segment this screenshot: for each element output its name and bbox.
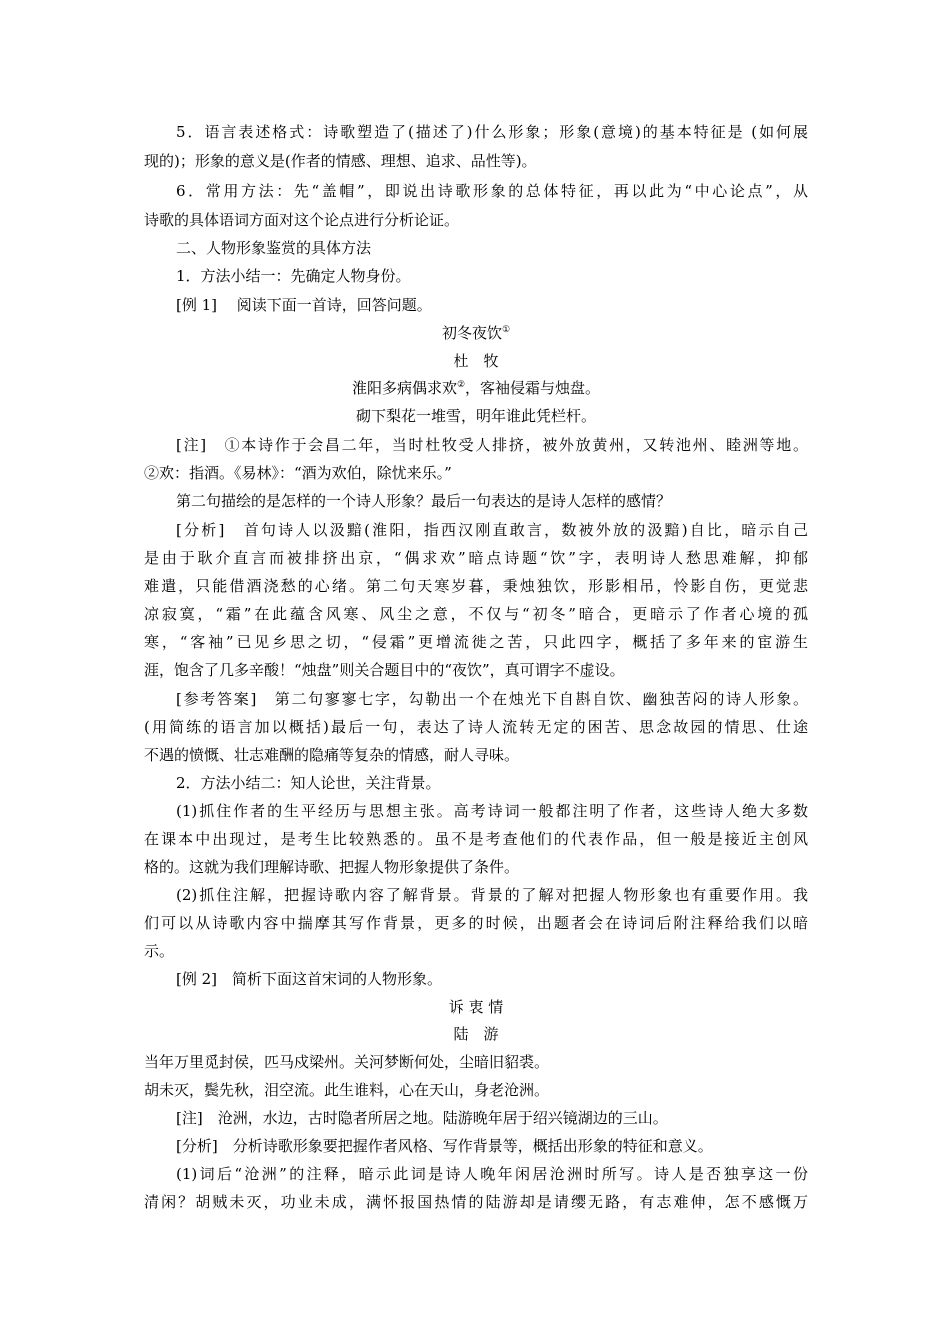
point-1-line-1: (1)抓住作者的生平经历与思想主张。高考诗词一般都注明了作者，这些诗人绝大多数 [176,802,808,820]
method-summary-2: 2．方法小结二：知人论世，关注背景。 [176,774,441,792]
point-1-line-3: 格的。这就为我们理解诗歌、把握人物形象提供了条件。 [144,858,520,876]
analysis-1-line-5: 寒，“客袖”已见乡思之切，“侵霜”更增流徙之苦，只此四字，概括了多年来的宦游生 [144,633,808,651]
analysis-1-line-2: 是由于耿介直言而被排挤出京，“偶求欢”暗点诗题“饮”字，表明诗人愁思难解，抑郁 [144,549,808,567]
point-2-line-2: 们可以从诗歌内容中揣摩其写作背景，更多的时候，出题者会在诗词后附注释给我们以暗 [144,914,808,932]
answer-1-line-3: 不遇的愤慨、壮志难酬的隐痛等复杂的情感，耐人寻味。 [144,746,520,764]
note-1-line-1: [注] ①本诗作于会昌二年，当时杜牧受人排挤，被外放黄州，又转池州、睦洲等地。 [176,436,808,454]
poem-2-line-1: 当年万里觅封侯，匹马戍梁州。关河梦断何处，尘暗旧貂裘。 [144,1053,550,1071]
poem-1-title: 初冬夜饮① [441,324,511,342]
section-heading: 二、人物形象鉴赏的具体方法 [176,239,372,257]
analysis-2-line-2: 清闲？胡贼未灭，功业未成，满怀报国热情的陆游却是请缨无路，有志难伸，怎不感慨万 [144,1193,808,1211]
footnote-marker-1: ① [501,325,511,335]
example-1-prompt: [例 1] 阅读下面一首诗，回答问题。 [176,296,432,314]
analysis-2-intro: [分析] 分析诗歌形象要把握作者风格、写作背景等，概括出形象的特征和意义。 [176,1137,713,1155]
poem-2-author: 陆 游 [453,1025,499,1043]
point-1-line-2: 在课本中出现过，是考生比较熟悉的。虽不是考查他们的代表作品，但一般是接近主创风 [144,830,808,848]
para-6-line-1: 6．常用方法：先“盖帽”，即说出诗歌形象的总体特征，再以此为“中心论点”，从 [176,182,808,200]
poem-1-author: 杜 牧 [453,352,499,370]
poem-1-line-1: 淮阳多病偶求欢②，客袖侵霜与烛盘。 [351,379,601,397]
poem-2-title: 诉 衷 情 [448,998,504,1016]
example-2-prompt: [例 2] 简析下面这首宋词的人物形象。 [176,970,443,988]
method-summary-1: 1．方法小结一：先确定人物身份。 [176,267,411,285]
analysis-1-line-6: 涯，饱含了几多辛酸！“烛盘”则关合题目中的“夜饮”，真可谓字不虚设。 [144,661,625,679]
poem-1-line-2: 砌下梨花一堆雪，明年谁此凭栏杆。 [355,407,596,425]
para-5-line-1: 5．语言表述格式：诗歌塑造了(描述了)什么形象；形象(意境)的基本特征是 (如何展 [176,123,808,141]
analysis-1-line-4: 凉寂寞，“霜”在此蕴含风寒、风尘之意，不仅与“初冬”暗合，更暗示了作者心境的孤 [144,605,808,623]
point-2-line-1: (2)抓住注解，把握诗歌内容了解背景。背景的了解对把握人物形象也有重要作用。我 [176,886,808,904]
analysis-2-line-1: (1)词后“沧洲”的注释，暗示此词是诗人晚年闲居沧洲时所写。诗人是否独享这一份 [176,1165,808,1183]
analysis-1-line-3: 难遣，只能借酒浇愁的心绪。第二句天寒岁暮，秉烛独饮，形影相吊，怜影自伤，更觉悲 [144,577,808,595]
footnote-marker-2: ② [456,380,466,390]
note-2: [注] 沧洲，水边，古时隐者所居之地。陆游晚年居于绍兴镜湖边的三山。 [176,1109,668,1127]
para-5-line-2: 现的)；形象的意义是(作者的情感、理想、追求、品性等)。 [144,152,537,170]
note-1-line-2: ②欢：指酒。《易林》：“酒为欢伯，除忧来乐。” [144,464,452,482]
para-6-line-2: 诗歌的具体语词方面对这个论点进行分析论证。 [144,211,460,229]
question-1: 第二句描绘的是怎样的一个诗人形象？最后一句表达的是诗人怎样的感情？ [176,492,672,510]
answer-1-line-1: [参考答案] 第二句寥寥七字，勾勒出一个在烛光下自斟自饮、幽独苦闷的诗人形象。 [176,690,808,708]
answer-1-line-2: (用简练的语言加以概括)最后一句，表达了诗人流转无定的困苦、思念故园的情思、仕途 [144,718,808,736]
point-2-line-3: 示。 [144,942,175,960]
poem-2-line-2: 胡未灭，鬓先秋，泪空流。此生谁料，心在天山，身老沧洲。 [144,1081,550,1099]
analysis-1-line-1: [分析] 首句诗人以汲黯(淮阳，指西汉刚直敢言，数被外放的汲黯)自比，暗示自己 [176,521,808,539]
